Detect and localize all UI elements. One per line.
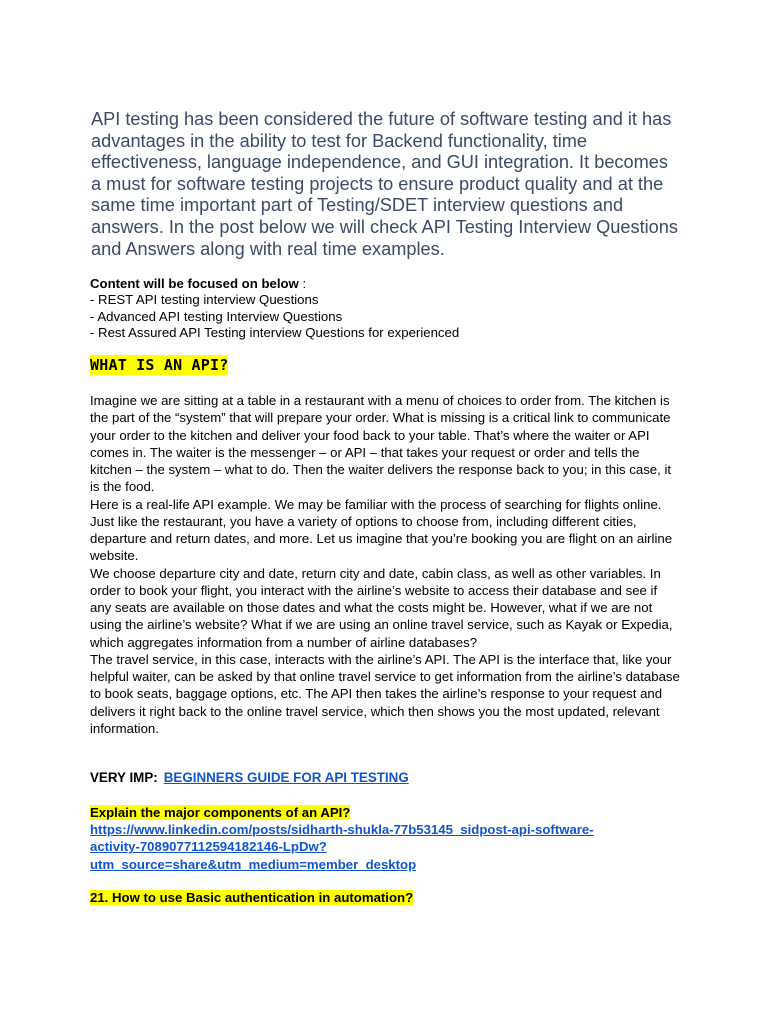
body-paragraph: We choose departure city and date, return city and date, cabin class, as well as other variables. In order to book your flight, you interact with the airline’s website to access their database and see if any seats are available on those dates and what the costs might be. However, what if we are not using the airline’s website? What if we are using an online travel service, such as Kayak or Expedia, which aggregates information from a number of airline databases? xyxy=(90,565,673,650)
very-imp-line xyxy=(90,769,409,786)
content-focus-heading xyxy=(90,276,690,292)
body-paragraph: Imagine we are sitting at a table in a restaurant with a menu of choices to order from. The kitchen is the part of the “system” that will prepare your order. What is missing is a critical link to communicate your order to the kitchen and deliver your food back to your table. That’s where the waiter or API comes in. The waiter is the messenger – or API – that takes your request or order and tells the kitchen – the system – what to do. Then the waiter delivers the response back to you; in this case, it is the food. xyxy=(90,393,672,495)
linkedin-link-line-1[interactable]: https://www.linkedin.com/posts/sidharth-shukla-77b53145_sidpost-api-software- xyxy=(90,822,594,838)
body-paragraph: The travel service, in this case, interacts with the airline’s API. The API is the interface that, like your helpful waiter, can be asked by that online travel service to get information from the airline’s database to book seats, baggage options, etc. The API then takes the airline’s response to your request and delivers it right back to the online travel service, which then shows you the most updated, relevant information. xyxy=(90,651,680,736)
intro-paragraph: API testing has been considered the future of software testing and it has advantages in the ability to test for Backend functionality, time effectiveness, language independence, and GUI integration. It becomes a must for software testing projects to ensure product quality and at the same time important part of Testing/SDET interview questions and answers. In the post below we will check API Testing Interview Questions and Answers along with real time examples. xyxy=(91,109,678,259)
content-focus-heading-text: Content will be focused on below xyxy=(90,276,299,291)
explain-section xyxy=(90,804,690,873)
list-item: - REST API testing interview Questions xyxy=(90,292,319,308)
question-21-text: 21. How to use Basic authentication in automation? xyxy=(90,890,414,905)
what-is-api-body xyxy=(90,392,680,737)
question-21 xyxy=(90,889,413,906)
body-paragraph: Here is a real-life API example. We may be familiar with the process of searching for flights online. Just like the restaurant, you have a variety of options to choose from, including different cities, departure and return dates, and more. Let us imagine that you’re booking you are flight on an airline website. xyxy=(90,496,673,564)
linkedin-link-line-3[interactable]: utm_source=share&utm_medium=member_desktop xyxy=(90,856,417,872)
list-item: - Advanced API testing Interview Questions xyxy=(90,308,343,324)
what-is-api-heading: WHAT IS AN API? xyxy=(90,356,229,374)
beginners-guide-link[interactable]: BEGINNERS GUIDE FOR API TESTING xyxy=(163,770,409,785)
linkedin-link-line-2[interactable]: activity-7089077112594182146-LpDw? xyxy=(90,839,327,855)
content-focus-list xyxy=(90,276,690,342)
explain-question: Explain the major components of an API? xyxy=(90,805,351,820)
very-imp-label: VERY IMP: xyxy=(90,770,158,785)
content-focus-heading-suffix: : xyxy=(298,276,307,291)
list-item: - Rest Assured API Testing interview Questions for experienced xyxy=(90,325,460,341)
